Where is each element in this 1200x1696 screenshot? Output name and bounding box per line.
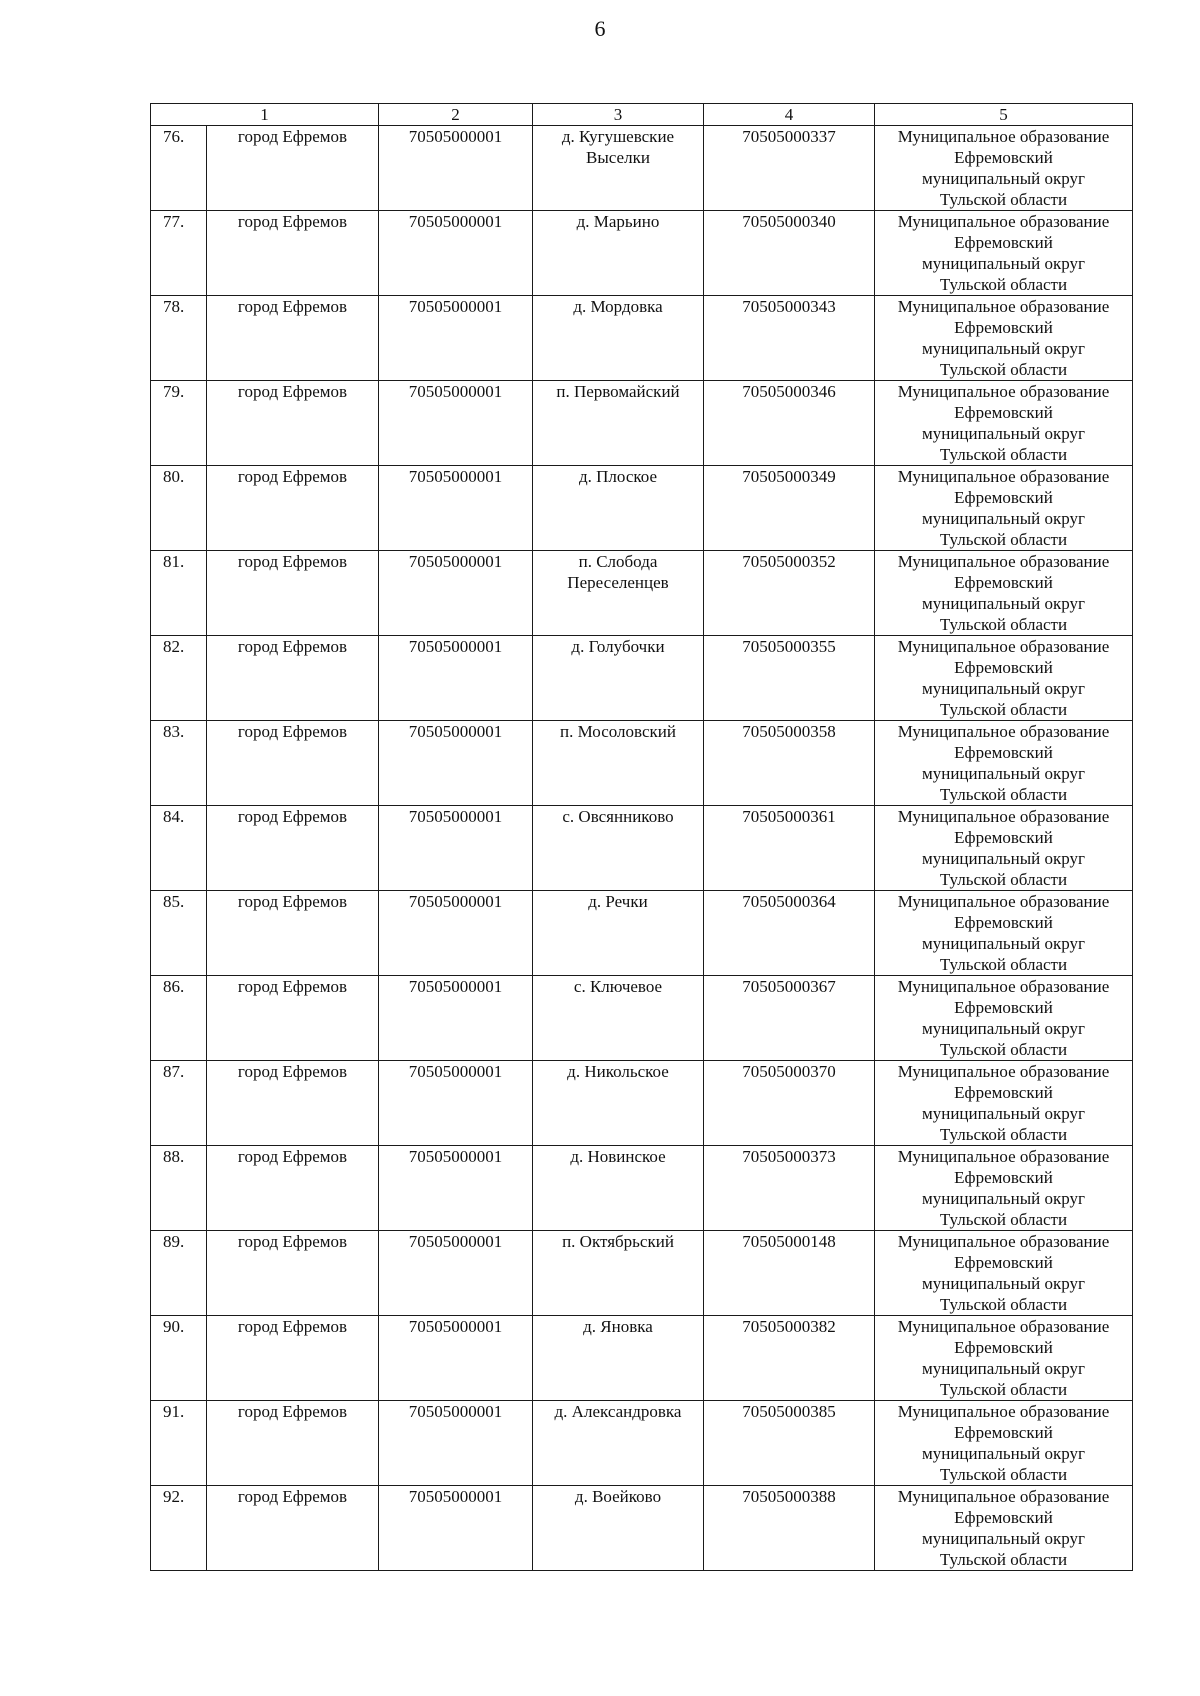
owner-line: муниципальный округ [921, 1104, 1086, 1123]
table-row [151, 551, 1133, 636]
locality-code: 70505000349 [704, 466, 875, 551]
owner-line: Тульской области [939, 955, 1068, 974]
owner-entity [875, 1401, 1133, 1486]
owner-line: Ефремовский [954, 1168, 1053, 1187]
locality-name: д. Плоское [533, 466, 704, 551]
page-number: 6 [594, 16, 606, 41]
city-code: 70505000001 [379, 126, 533, 211]
locality-name: д. Речки [533, 891, 704, 976]
table-row [151, 806, 1133, 891]
owner-line: Ефремовский [954, 743, 1053, 762]
locality-code: 70505000352 [704, 551, 875, 636]
table-row [151, 1486, 1133, 1571]
owner-line: Тульской области [939, 445, 1068, 464]
city-code: 70505000001 [379, 1231, 533, 1316]
column-header-3: 3 [533, 104, 704, 126]
owner-entity [875, 466, 1133, 551]
city-code: 70505000001 [379, 1146, 533, 1231]
owner-line: Муниципальное образование [897, 1232, 1110, 1251]
city-name: город Ефремов [207, 211, 379, 296]
owner-line: Тульской области [939, 1380, 1068, 1399]
locality-code: 70505000358 [704, 721, 875, 806]
owner-entity [875, 1231, 1133, 1316]
owner-line: Муниципальное образование [897, 1062, 1110, 1081]
locality-name: д. Кугушевские Выселки [533, 126, 704, 211]
city-name: город Ефремов [207, 296, 379, 381]
city-code: 70505000001 [379, 466, 533, 551]
owner-line: Ефремовский [954, 403, 1053, 422]
owner-entity [875, 126, 1133, 211]
locality-code: 70505000364 [704, 891, 875, 976]
locality-name: д. Яновка [533, 1316, 704, 1401]
owner-entity [875, 211, 1133, 296]
city-code: 70505000001 [379, 551, 533, 636]
locality-name: п. Октябрьский [533, 1231, 704, 1316]
owner-line: Ефремовский [954, 1338, 1053, 1357]
city-name: город Ефремов [207, 1486, 379, 1571]
owner-line: Тульской области [939, 700, 1068, 719]
table-row [151, 211, 1133, 296]
owner-line: муниципальный округ [921, 1274, 1086, 1293]
locality-name: д. Марьино [533, 211, 704, 296]
owner-line: Ефремовский [954, 1253, 1053, 1272]
city-name: город Ефремов [207, 806, 379, 891]
owner-line: Ефремовский [954, 488, 1053, 507]
city-code: 70505000001 [379, 1061, 533, 1146]
owner-line: Ефремовский [954, 573, 1053, 592]
owner-line: Тульской области [939, 275, 1068, 294]
locality-name: п. Мосоловский [533, 721, 704, 806]
owner-line: Тульской области [939, 1040, 1068, 1059]
city-code: 70505000001 [379, 1316, 533, 1401]
owner-line: муниципальный округ [921, 254, 1086, 273]
table-row [151, 1146, 1133, 1231]
city-code: 70505000001 [379, 1401, 533, 1486]
table-row [151, 636, 1133, 721]
owner-line: Тульской области [939, 1210, 1068, 1229]
city-name: город Ефремов [207, 466, 379, 551]
owner-line: муниципальный округ [921, 1019, 1086, 1038]
registry-table [150, 103, 1133, 1571]
locality-name: д. Новинское [533, 1146, 704, 1231]
locality-name: д. Александровка [533, 1401, 704, 1486]
city-name: город Ефремов [207, 126, 379, 211]
owner-line: Муниципальное образование [897, 807, 1110, 826]
owner-entity [875, 1061, 1133, 1146]
owner-line: муниципальный округ [921, 509, 1086, 528]
owner-line: Ефремовский [954, 318, 1053, 337]
row-number: 87. [151, 1061, 207, 1146]
row-number: 90. [151, 1316, 207, 1401]
owner-entity [875, 1316, 1133, 1401]
row-number: 81. [151, 551, 207, 636]
table-row [151, 1061, 1133, 1146]
city-name: город Ефремов [207, 1146, 379, 1231]
row-number: 92. [151, 1486, 207, 1571]
owner-entity [875, 721, 1133, 806]
owner-line: муниципальный округ [921, 679, 1086, 698]
owner-line: Ефремовский [954, 148, 1053, 167]
owner-line: Муниципальное образование [897, 552, 1110, 571]
table-row [151, 1401, 1133, 1486]
locality-code: 70505000385 [704, 1401, 875, 1486]
row-number: 85. [151, 891, 207, 976]
table-row [151, 1316, 1133, 1401]
column-header-1: 1 [151, 104, 379, 126]
row-number: 79. [151, 381, 207, 466]
owner-line: Муниципальное образование [897, 127, 1110, 146]
owner-entity [875, 1486, 1133, 1571]
row-number: 82. [151, 636, 207, 721]
owner-line: Тульской области [939, 530, 1068, 549]
city-code: 70505000001 [379, 891, 533, 976]
owner-line: Ефремовский [954, 998, 1053, 1017]
table-row [151, 296, 1133, 381]
table-row [151, 891, 1133, 976]
owner-line: Тульской области [939, 1295, 1068, 1314]
row-number: 84. [151, 806, 207, 891]
owner-entity [875, 381, 1133, 466]
table-row [151, 721, 1133, 806]
owner-line: Муниципальное образование [897, 297, 1110, 316]
owner-line: Тульской области [939, 785, 1068, 804]
owner-entity [875, 1146, 1133, 1231]
owner-line: муниципальный округ [921, 1529, 1086, 1548]
owner-line: муниципальный округ [921, 934, 1086, 953]
locality-code: 70505000148 [704, 1231, 875, 1316]
owner-line: муниципальный округ [921, 1444, 1086, 1463]
city-name: город Ефремов [207, 976, 379, 1061]
city-name: город Ефремов [207, 1231, 379, 1316]
city-code: 70505000001 [379, 976, 533, 1061]
owner-line: Муниципальное образование [897, 382, 1110, 401]
owner-line: муниципальный округ [921, 424, 1086, 443]
locality-code: 70505000343 [704, 296, 875, 381]
locality-name: д. Голубочки [533, 636, 704, 721]
owner-line: муниципальный округ [921, 594, 1086, 613]
owner-line: муниципальный округ [921, 169, 1086, 188]
locality-name: с. Овсянниково [533, 806, 704, 891]
owner-entity [875, 891, 1133, 976]
city-name: город Ефремов [207, 891, 379, 976]
table-row [151, 381, 1133, 466]
locality-name: д. Воейково [533, 1486, 704, 1571]
owner-line: Ефремовский [954, 828, 1053, 847]
owner-line: Муниципальное образование [897, 892, 1110, 911]
owner-line: муниципальный округ [921, 764, 1086, 783]
owner-line: Тульской области [939, 1465, 1068, 1484]
owner-entity [875, 976, 1133, 1061]
locality-name: п. Слобода Переселенцев [533, 551, 704, 636]
owner-line: Муниципальное образование [897, 1317, 1110, 1336]
column-header-5: 5 [875, 104, 1133, 126]
locality-code: 70505000340 [704, 211, 875, 296]
city-name: город Ефремов [207, 636, 379, 721]
owner-entity [875, 551, 1133, 636]
locality-name: с. Ключевое [533, 976, 704, 1061]
owner-line: Муниципальное образование [897, 637, 1110, 656]
locality-code: 70505000382 [704, 1316, 875, 1401]
table-row [151, 466, 1133, 551]
owner-line: Муниципальное образование [897, 467, 1110, 486]
owner-line: Тульской области [939, 360, 1068, 379]
row-number: 80. [151, 466, 207, 551]
owner-line: Тульской области [939, 870, 1068, 889]
owner-line: Ефремовский [954, 233, 1053, 252]
locality-name: д. Никольское [533, 1061, 704, 1146]
table-row [151, 976, 1133, 1061]
table-row [151, 126, 1133, 211]
owner-line: Муниципальное образование [897, 1147, 1110, 1166]
owner-line: муниципальный округ [921, 849, 1086, 868]
owner-line: Муниципальное образование [897, 722, 1110, 741]
city-code: 70505000001 [379, 636, 533, 721]
locality-code: 70505000355 [704, 636, 875, 721]
row-number: 76. [151, 126, 207, 211]
city-code: 70505000001 [379, 296, 533, 381]
locality-name: п. Первомайский [533, 381, 704, 466]
row-number: 89. [151, 1231, 207, 1316]
city-code: 70505000001 [379, 1486, 533, 1571]
locality-code: 70505000361 [704, 806, 875, 891]
city-name: город Ефремов [207, 1401, 379, 1486]
column-header-2: 2 [379, 104, 533, 126]
city-name: город Ефремов [207, 1061, 379, 1146]
row-number: 88. [151, 1146, 207, 1231]
locality-name: д. Мордовка [533, 296, 704, 381]
row-number: 91. [151, 1401, 207, 1486]
owner-entity [875, 806, 1133, 891]
city-code: 70505000001 [379, 211, 533, 296]
city-code: 70505000001 [379, 721, 533, 806]
header-row [151, 104, 1133, 126]
locality-code: 70505000346 [704, 381, 875, 466]
table-row [151, 1231, 1133, 1316]
owner-entity [875, 636, 1133, 721]
owner-line: Ефремовский [954, 1083, 1053, 1102]
city-code: 70505000001 [379, 806, 533, 891]
owner-line: Муниципальное образование [897, 977, 1110, 996]
city-name: город Ефремов [207, 1316, 379, 1401]
owner-line: муниципальный округ [921, 1189, 1086, 1208]
owner-line: Тульской области [939, 1550, 1068, 1569]
owner-line: Тульской области [939, 615, 1068, 634]
city-name: город Ефремов [207, 551, 379, 636]
owner-line: Тульской области [939, 190, 1068, 209]
city-name: город Ефремов [207, 381, 379, 466]
table-body [151, 126, 1133, 1571]
locality-code: 70505000388 [704, 1486, 875, 1571]
locality-code: 70505000370 [704, 1061, 875, 1146]
column-header-4: 4 [704, 104, 875, 126]
owner-line: муниципальный округ [921, 1359, 1086, 1378]
row-number: 78. [151, 296, 207, 381]
city-code: 70505000001 [379, 381, 533, 466]
owner-line: Ефремовский [954, 658, 1053, 677]
owner-line: Ефремовский [954, 913, 1053, 932]
owner-line: Ефремовский [954, 1423, 1053, 1442]
row-number: 77. [151, 211, 207, 296]
owner-line: Муниципальное образование [897, 1487, 1110, 1506]
row-number: 86. [151, 976, 207, 1061]
owner-line: Муниципальное образование [897, 212, 1110, 231]
locality-code: 70505000373 [704, 1146, 875, 1231]
owner-line: муниципальный округ [921, 339, 1086, 358]
city-name: город Ефремов [207, 721, 379, 806]
owner-line: Ефремовский [954, 1508, 1053, 1527]
row-number: 83. [151, 721, 207, 806]
owner-line: Муниципальное образование [897, 1402, 1110, 1421]
locality-code: 70505000367 [704, 976, 875, 1061]
locality-code: 70505000337 [704, 126, 875, 211]
owner-line: Тульской области [939, 1125, 1068, 1144]
owner-entity [875, 296, 1133, 381]
